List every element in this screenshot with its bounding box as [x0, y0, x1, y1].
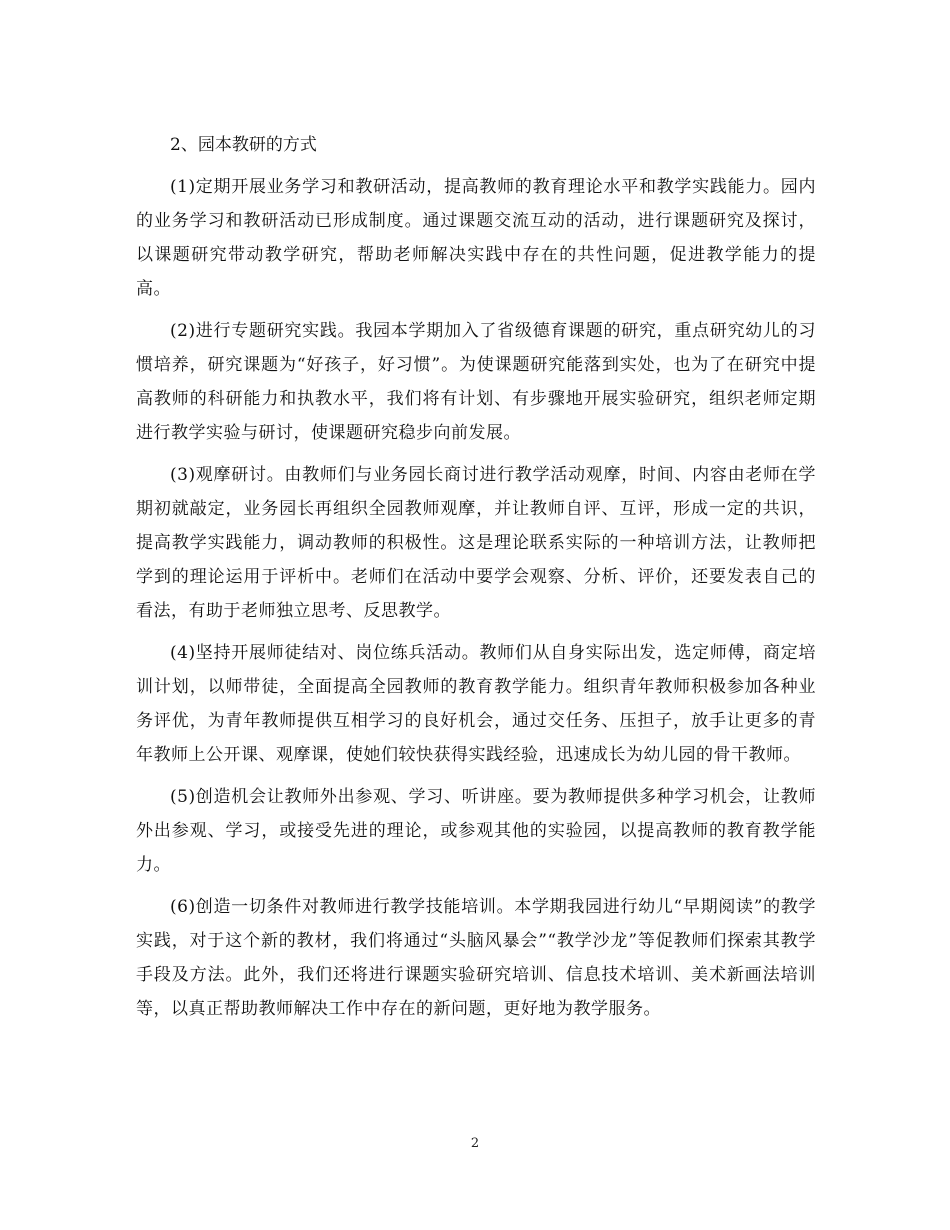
- paragraph-4: (4)坚持开展师徒结对、岗位练兵活动。教师们从自身实际出发，选定师傅，商定培训计划，以师带徒，全面提高全园教师的教育教学能力。组织青年教师积极参加各种业务评优，为青年教师提供互相学习的良好机会，通过交任务、压担子，放手让更多的青年教师上公开课、观摩课，使她们较快获得实践经验，迅速成长为幼儿园的骨干教师。: [136, 643, 816, 765]
- section-heading: 2、园本教研的方式: [170, 135, 317, 155]
- page-number: 2: [470, 1136, 480, 1151]
- paragraph-5: (5)创造机会让教师外出参观、学习、听讲座。要为教师提供多种学习机会，让教师外出参观、学习，或接受先进的理论，或参观其他的实验园，以提高教师的教育教学能力。: [136, 787, 816, 875]
- paragraph-1: (1)定期开展业务学习和教研活动，提高教师的教育理论水平和教学实践能力。园内的业务学习和教研活动已形成制度。通过课题交流互动的活动，进行课题研究及探讨，以课题研究带动教学研究，帮助老师解决实践中存在的共性问题，促进教学能力的提高。: [136, 177, 816, 299]
- paragraph-6: (6)创造一切条件对教师进行教学技能培训。本学期我园进行幼儿“早期阅读”的教学实践，对于这个新的教材，我们将通过“头脑风暴会”“教学沙龙”等促教师们探索其教学手段及方法。此外，我们还将进行课题实验研究培训、信息技术培训、美术新画法培训等，以真正帮助教师解决工作中存在的新问题，更好地为教学服务。: [136, 897, 816, 1019]
- paragraph-3: (3)观摩研讨。由教师们与业务园长商讨进行教学活动观摩，时间、内容由老师在学期初就敲定，业务园长再组织全园教师观摩，并让教师自评、互评，形成一定的共识，提高教学实践能力，调动教师的积极性。这是理论联系实际的一种培训方法，让教师把学到的理论运用于评析中。老师们在活动中要学会观察、分析、评价，还要发表自己的看法，有助于老师独立思考、反思教学。: [136, 465, 816, 621]
- paragraph-2: (2)进行专题研究实践。我园本学期加入了省级德育课题的研究，重点研究幼儿的习惯培养，研究课题为“好孩子，好习惯”。为使课题研究能落到实处，也为了在研究中提高教师的科研能力和执教水平，我们将有计划、有步骤地开展实验研究，组织老师定期进行教学实验与研讨，使课题研究稳步向前发展。: [136, 321, 816, 443]
- document-body: [136, 128, 816, 1034]
